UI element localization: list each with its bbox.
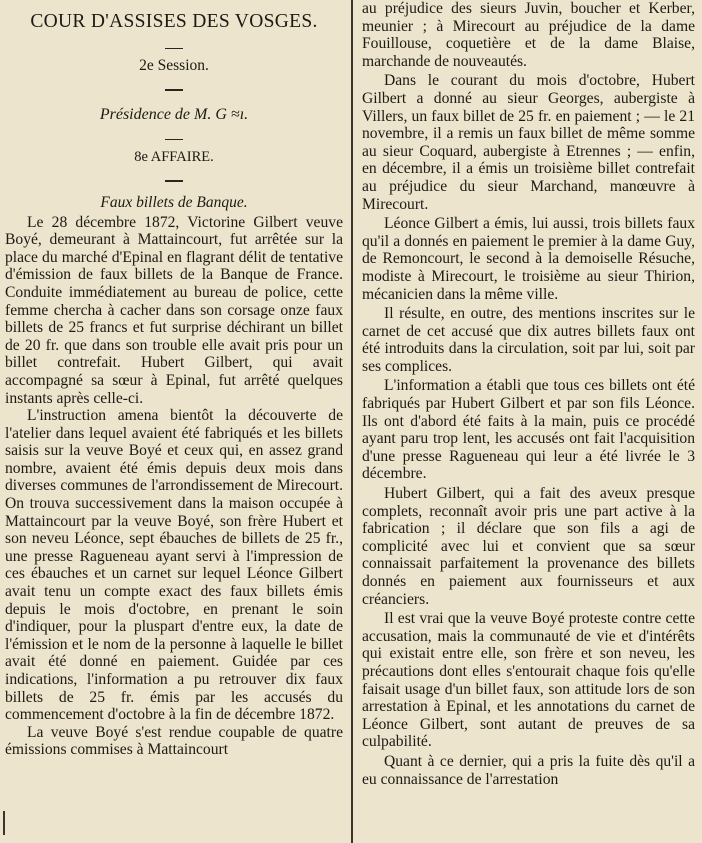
paragraph: La veuve Boyé s'est rendue coupable de quatre émissions commises à Mattaincourt xyxy=(5,723,343,759)
paragraph: Hubert Gilbert, qui a fait des aveux presque complets, reconnaît avoir pris une part active à la fabrication ; il déclare que son fils a agi de complicité avec lui et convient que sa sœur connaissait parfaitement la provenance des billets donnés en paiement aux fournisseurs et aux créanciers. xyxy=(362,485,695,608)
title-separator xyxy=(165,48,183,49)
presidence-separator xyxy=(165,139,183,140)
left-column xyxy=(5,0,343,843)
paragraph: Quant à ce dernier, qui a pris la fuite dès qu'il a eu connaissance de l'arrestation xyxy=(362,752,695,788)
paragraph: L'instruction amena bientôt la découverte de l'atelier dans lequel avaient été fabriqués et les billets saisis sur la veuve Boyé et ceux qui, en assez grand nombre, avaient été émis depuis deux mois dans diverses communes de l'arrondissement de Mirecourt. On trouva successivement dans la maison occupée à Mattaincourt par la veuve Boyé, son frère Hubert et son neveu Léonce, sept ébauches de billets de 25 fr., une presse Ragueneau ayant servi à l'impression de ces ébauches et un carnet sur lequel Léonce Gilbert avait tenu un compte exact des faux billets émis depuis le mois d'octobre, en prenant le soin d'indiquer, pour la pluspart d'entre eux, la date de l'émission et le nom de la personne à laquelle le billet avait été donné en paiement. Guidée par ces indications, l'information a pu retrouver dix faux billets de 25 fr. émis par les accusés du commencement d'octobre à la fin de décembre 1872. xyxy=(5,407,343,724)
presidence-heading: Présidence de M. G ≈ı. xyxy=(99,105,249,123)
article-title: COUR D'ASSISES DES VOSGES. xyxy=(30,11,318,32)
column-divider xyxy=(351,0,353,843)
session-heading: 2e Session. xyxy=(139,57,209,75)
paragraph: Il est vrai que la veuve Boyé proteste contre cette accusation, mais la communauté de vie et d'intérêts qui existait entre elle, son frère et son neveu, les précautions dont elles s'entourait chaque fois qu'elle faisait usage d'un billet faux, son attitude lors de son arrestation à Epinal, et les annotations du carnet de Léonce Gilbert, sont autant de preuves de sa culpabilité. xyxy=(362,610,695,751)
session-separator xyxy=(165,89,183,90)
paragraph-continued: au préjudice des sieurs Juvin, boucher et Kerber, meunier ; à Mirecourt au préjudice de la dame Fouillouse, coquetière et de la dame Blaise, marchande de nouveautés. xyxy=(362,0,695,70)
paragraph: Le 28 décembre 1872, Victorine Gilbert veuve Boyé, demeurant à Mattaincourt, fut arrêtée sur la place du marché d'Epinal en flagrant délit de tentative d'émission de faux billets de la Banque de France. Conduite immédiatement au bureau de police, cette femme chercha à cacher dans son corsage onze faux billets de 25 francs et fut surprise déchirant un billet de 20 fr. que dans son trouble elle avait pris pour un billet contrefait. Hubert Gilbert, qui avait accompagné sa sœur à Epinal, fut arrêté quelques instants après celle-ci. xyxy=(5,213,343,407)
affaire-heading: 8e AFFAIRE. xyxy=(134,149,214,166)
affaire-separator xyxy=(165,180,183,181)
paragraph: Dans le courant du mois d'octobre, Hubert Gilbert a donné au sieur Georges, aubergiste à Villers, un faux billet de 25 fr. en paiement ; — le 21 novembre, il a remis un faux billet de même somme au sieur Coquard, aubergiste à Etrennes ; — enfin, en décembre, il a émis un troisième billet contrefait au préjudice du sieur Marchand, manœuvre à Mirecourt. xyxy=(362,72,695,213)
paragraph: L'information a établi que tous ces billets ont été fabriqués par Hubert Gilbert et par son fils Léonce. Ils ont d'abord été faits à la main, puis ce procédé ayant paru trop lent, les accusés ont fait l'acquisition d'une presse Ragueneau qui leur a été livrée le 3 décembre. xyxy=(362,377,695,483)
paragraph: Léonce Gilbert a émis, lui aussi, trois billets faux qu'il a donnés en paiement le premier à la dame Guy, de Remoncourt, le second à la demoiselle Résuche, modiste à Mirecourt, le troisième au sieur Thirion, mécanicien dans la même ville. xyxy=(362,215,695,303)
margin-mark xyxy=(3,811,5,835)
right-column xyxy=(362,0,695,843)
article-subtitle: Faux billets de Banque. xyxy=(100,193,248,211)
paragraph: Il résulte, en outre, des mentions inscrites sur le carnet de cet accusé que dix autres billets faux ont été introduits dans la circulation, soit par lui, soit par ses complices. xyxy=(362,305,695,375)
